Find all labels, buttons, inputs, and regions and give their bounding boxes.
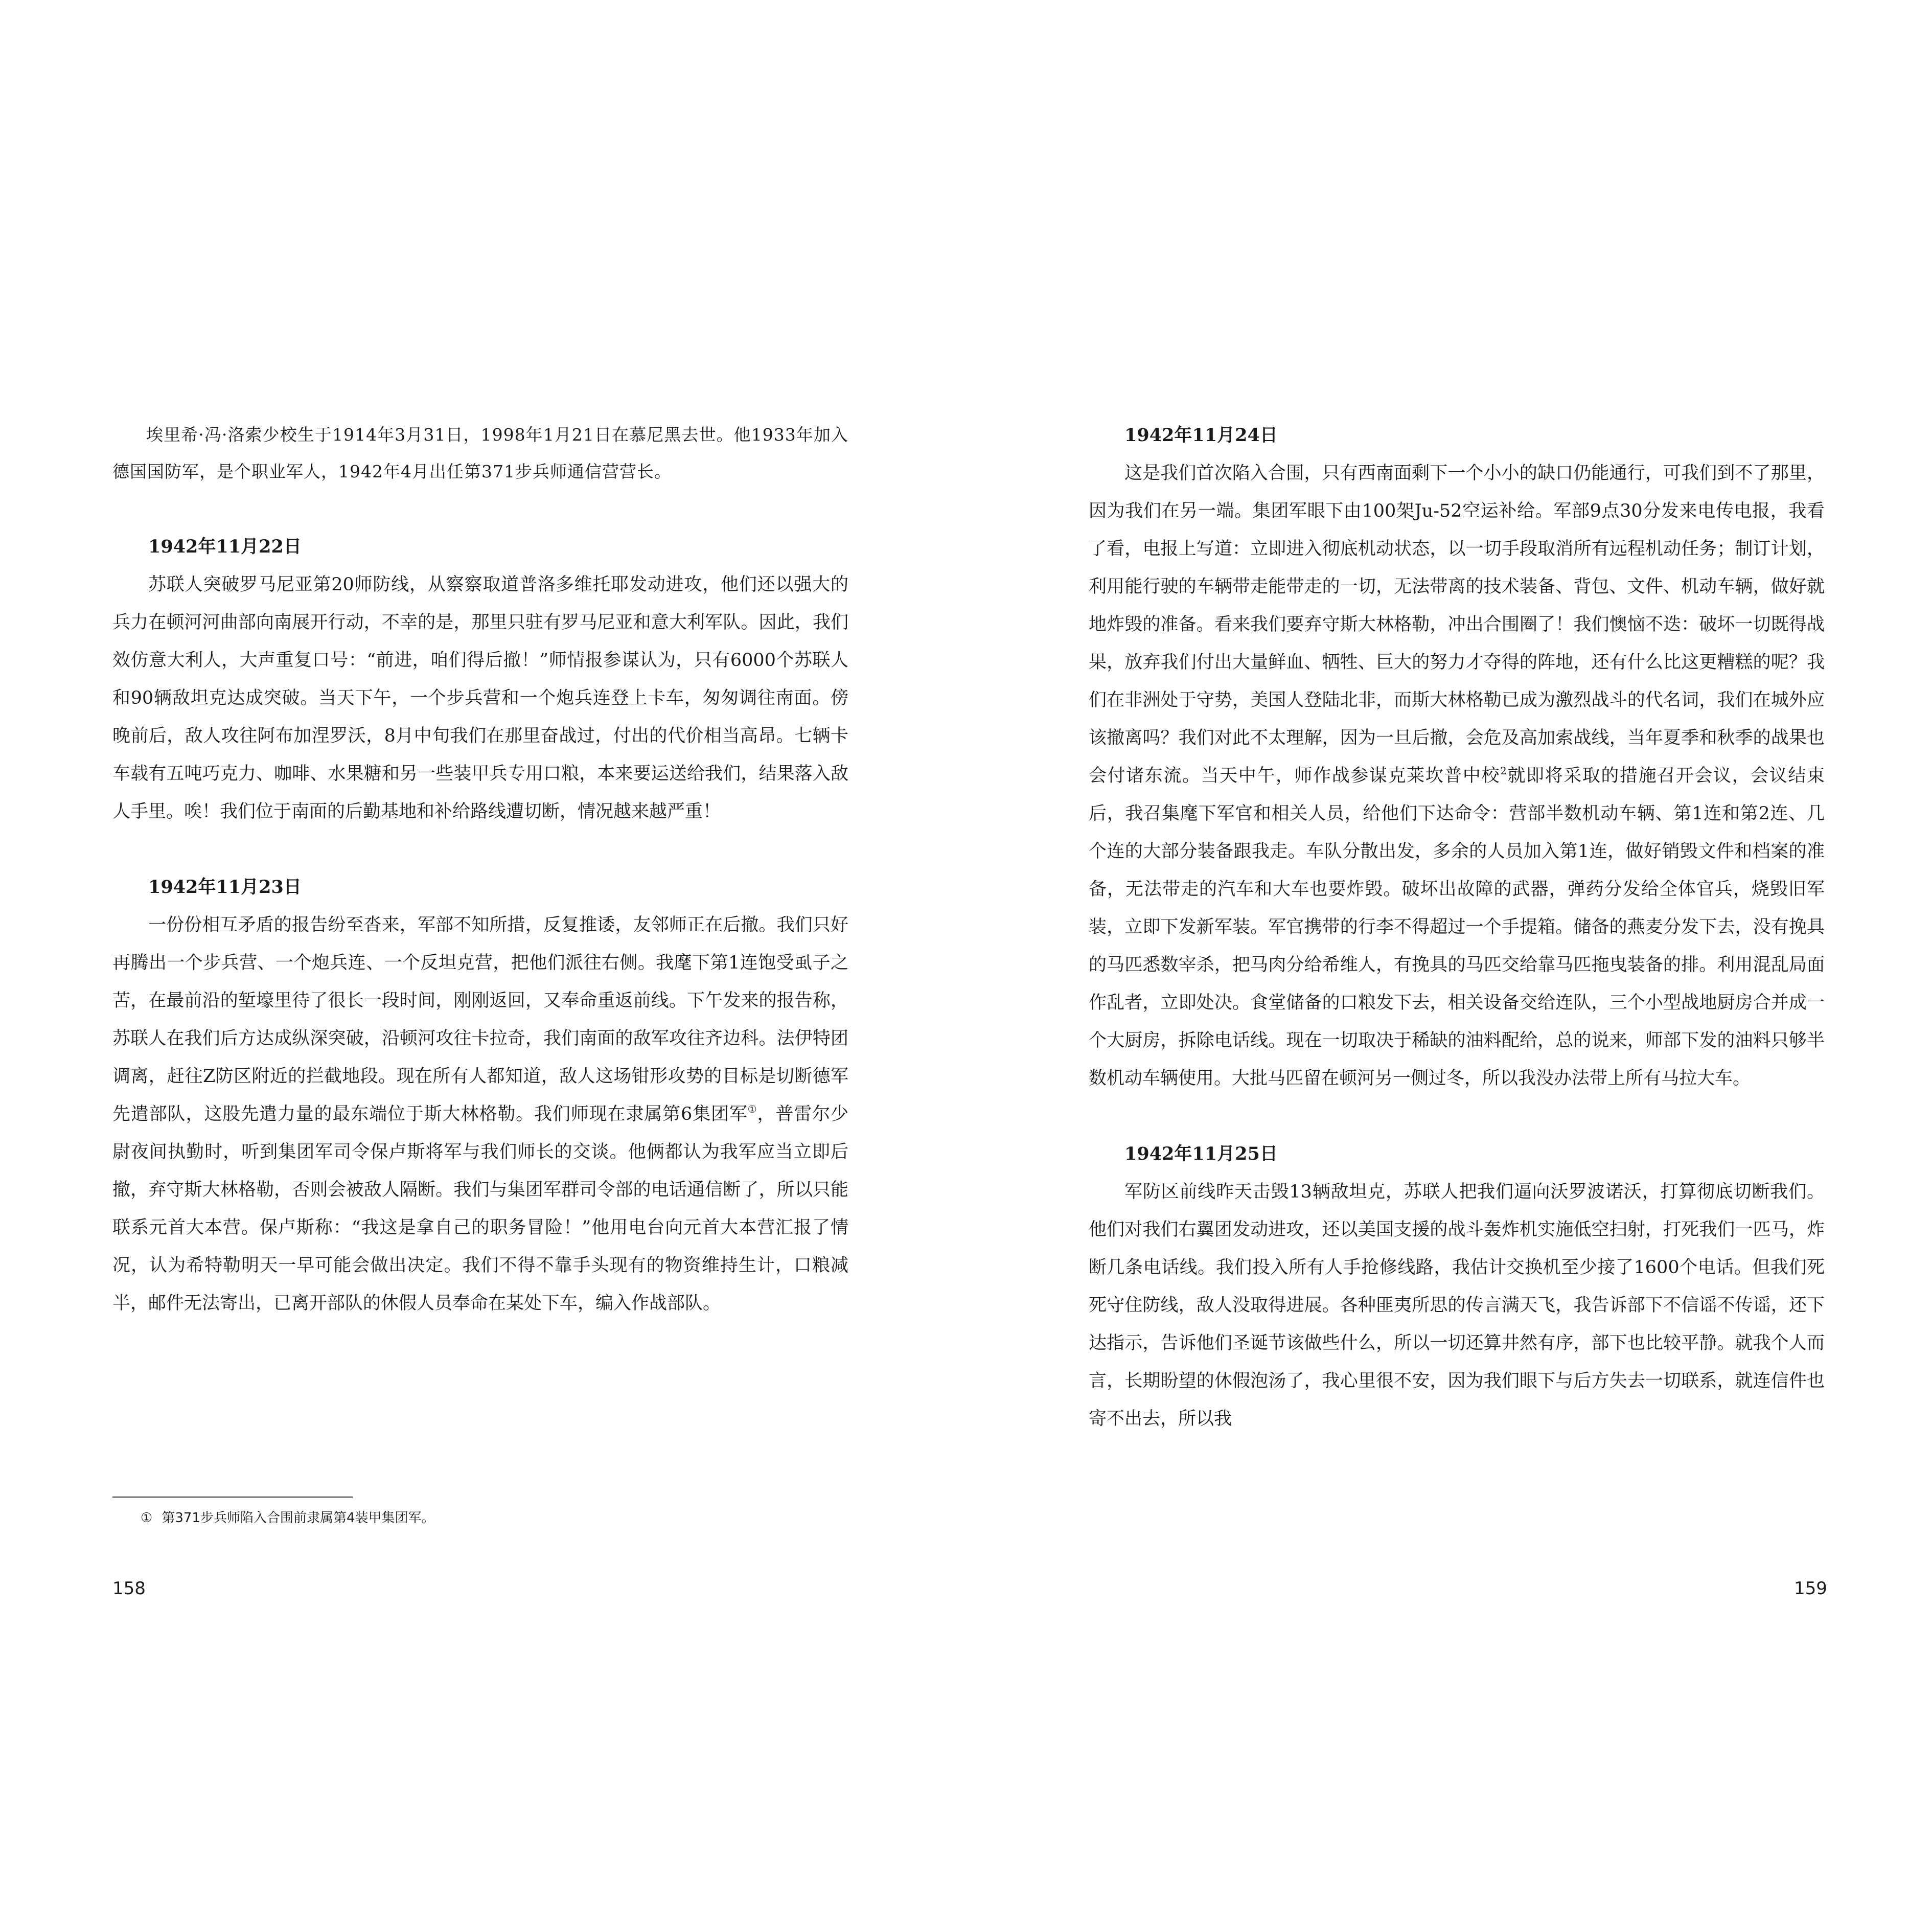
page-number: 158 [112,1578,146,1599]
footnote-text: 第371步兵师陷入合围前隶属第4装甲集团军。 [162,1510,435,1526]
entry-text-part: 这是我们首次陷入合围，只有西南面剩下一个小小的缺口仍能通行，可我们到不了那里，因为我们在另一端。集团军眼下由100架Ju-52空运补给。军部9点30分发来电传电报，我看了看，电报上写道：立即进入彻底机动状态，以一切手段取消所有远程机动任务；制订计划，利用能行驶的车辆带走能带走的一切，无法带离的技术装备、背包、文件、机动车辆，做好就地炸毁的准备。看来我们要弃守斯大林格勒，冲出合围圈了！我们懊恼不迭：破坏一切既得战果，放弃我们付出大量鲜血、牺牲、巨大的努力才夺得的阵地，还有什么比这更糟糕的呢？我们在非洲处于守势，美国人登陆北非，而斯大林格勒已成为激烈战斗的代名词，我们在城外应该撤离吗？我们对此不太理解，因为一旦后撤，会危及高加索战线，当年夏季和秋季的战果也会付诸东流。当天中午，师作战参谋克莱坎普中校 [1089,463,1825,786]
entry-text [1089,454,1825,1097]
footnote-reference[interactable]: 2 [1500,765,1507,777]
entry-date: 1942年11月22日 [148,536,302,557]
left-text-column [112,417,848,1322]
entry-text [112,906,848,1322]
footnote-mark: ① [141,1510,153,1526]
entry-date: 1942年11月24日 [1124,425,1278,446]
entry-text: 苏联人突破罗马尼亚第20师防线，从察察取道普洛多维托耶发动进攻，他们还以强大的兵力在顿河河曲部向南展开行动，不幸的是，那里只驻有罗马尼亚和意大利军队。因此，我们效仿意大利人，大声重复口号：“前进，咱们得后撤！”师情报参谋认为，只有6000个苏联人和90辆敌坦克达成突破。当天下午，一个步兵营和一个炮兵连登上卡车，匆匆调往南面。傍晚前后，敌人攻往阿布加涅罗沃，8月中旬我们在那里奋战过，付出的代价相当高昂。七辆卡车载有五吨巧克力、咖啡、水果糖和另一些装甲兵专用口粮，本来要运送给我们，结果落入敌人手里。唉！我们位于南面的后勤基地和补给路线遭切断，情况越来越严重！ [112,574,848,822]
entry-text-part: 一份份相互矛盾的报告纷至沓来，军部不知所措，反复推诿，友邻师正在后撤。我们只好再腾出一个步兵营、一个炮兵连、一个反坦克营，把他们派往右侧。我麾下第1连饱受虱子之苦，在最前沿的堑壕里待了很长一段时间，刚刚返回，又奉命重返前线。下午发来的报告称，苏联人在我们后方达成纵深突破，沿顿河攻往卡拉奇，我们南面的敌军攻往齐边科。法伊特团调离，赶往Z防区附近的拦截地段。现在所有人都知道，敌人这场钳形攻势的目标是切断德军先遣部队，这股先遣力量的最东端位于斯大林格勒。我们师现在隶属第6集团军 [112,915,848,1124]
entry-date: 1942年11月23日 [148,877,302,898]
diary-entry [112,528,848,831]
page-number: 159 [1794,1578,1827,1599]
diary-entry [1089,417,1825,1097]
right-page [966,0,1932,1932]
entry-date: 1942年11月25日 [1124,1143,1278,1164]
entry-text-part: 就即将采取的措施召开会议，会议结束后，我召集麾下军官和相关人员，给他们下达命令：营部半数机动车辆、第1连和第2连、几个连的大部分装备跟我走。车队分散出发，多余的人员加入第1连，做好销毁文件和档案的准备，无法带走的汽车和大车也要炸毁。破坏出故障的武器，弹药分发给全体官兵，烧毁旧军装，立即下发新军装。军官携带的行李不得超过一个手提箱。储备的燕麦分发下去，没有挽具的马匹悉数宰杀，把马肉分给希维人，有挽具的马匹交给靠马匹拖曳装备的排。利用混乱局面作乱者，立即处决。食堂储备的口粮发下去，相关设备交给连队，三个小型战地厨房合并成一个大厨房，拆除电话线。现在一切取决于稀缺的油料配给，总的说来，师部下发的油料只够半数机动车辆使用。大批马匹留在顿河另一侧过冬，所以我没办法带上所有马拉大车。 [1089,766,1825,1089]
spacer [112,490,848,528]
intro-paragraph: 埃里希·冯·洛索少校生于1914年3月31日，1998年1月21日在慕尼黑去世。他1933年加入德国国防军，是个职业军人，1942年4月出任第371步兵师通信营营长。 [112,425,848,481]
right-text-column [1089,417,1825,1438]
footnote [141,1508,856,1528]
footnote-divider [112,1497,353,1498]
diary-entry [1089,1135,1825,1438]
entry-text: 军防区前线昨天击毁13辆敌坦克，苏联人把我们逼向沃罗波诺沃，打算彻底切断我们。他们对我们右翼团发动进攻，还以美国支援的战斗轰炸机实施低空扫射，打死我们一匹马，炸断几条电话线。我们投入所有人手抢修线路，我估计交换机至少接了1600个电话。但我们死死守住防线，敌人没取得进展。各种匪夷所思的传言满天飞，我告诉部下不信谣不传谣，还下达指示，告诉他们圣诞节该做些什么，所以一切还算井然有序，部下也比较平静。就我个人而言，长期盼望的休假泡汤了，我心里很不安，因为我们眼下与后方失去一切联系，就连信件也寄不出去，所以我 [1089,1182,1825,1429]
diary-entry [112,868,848,1322]
footnote-reference[interactable]: ① [747,1103,757,1115]
entry-text-part: ，普雷尔少尉夜间执勤时，听到集团军司令保卢斯将军与我们师长的交谈。他俩都认为我军应当立即后撤，弃守斯大林格勒，否则会被敌人隔断。我们与集团军群司令部的电话通信断了，所以只能联系元首大本营。保卢斯称：“我这是拿自己的职务冒险！”他用电台向元首大本营汇报了情况，认为希特勒明天一早可能会做出决定。我们不得不靠手头现有的物资维持生计，口粮减半，邮件无法寄出，已离开部队的休假人员奉命在某处下车，编入作战部队。 [112,1104,848,1314]
